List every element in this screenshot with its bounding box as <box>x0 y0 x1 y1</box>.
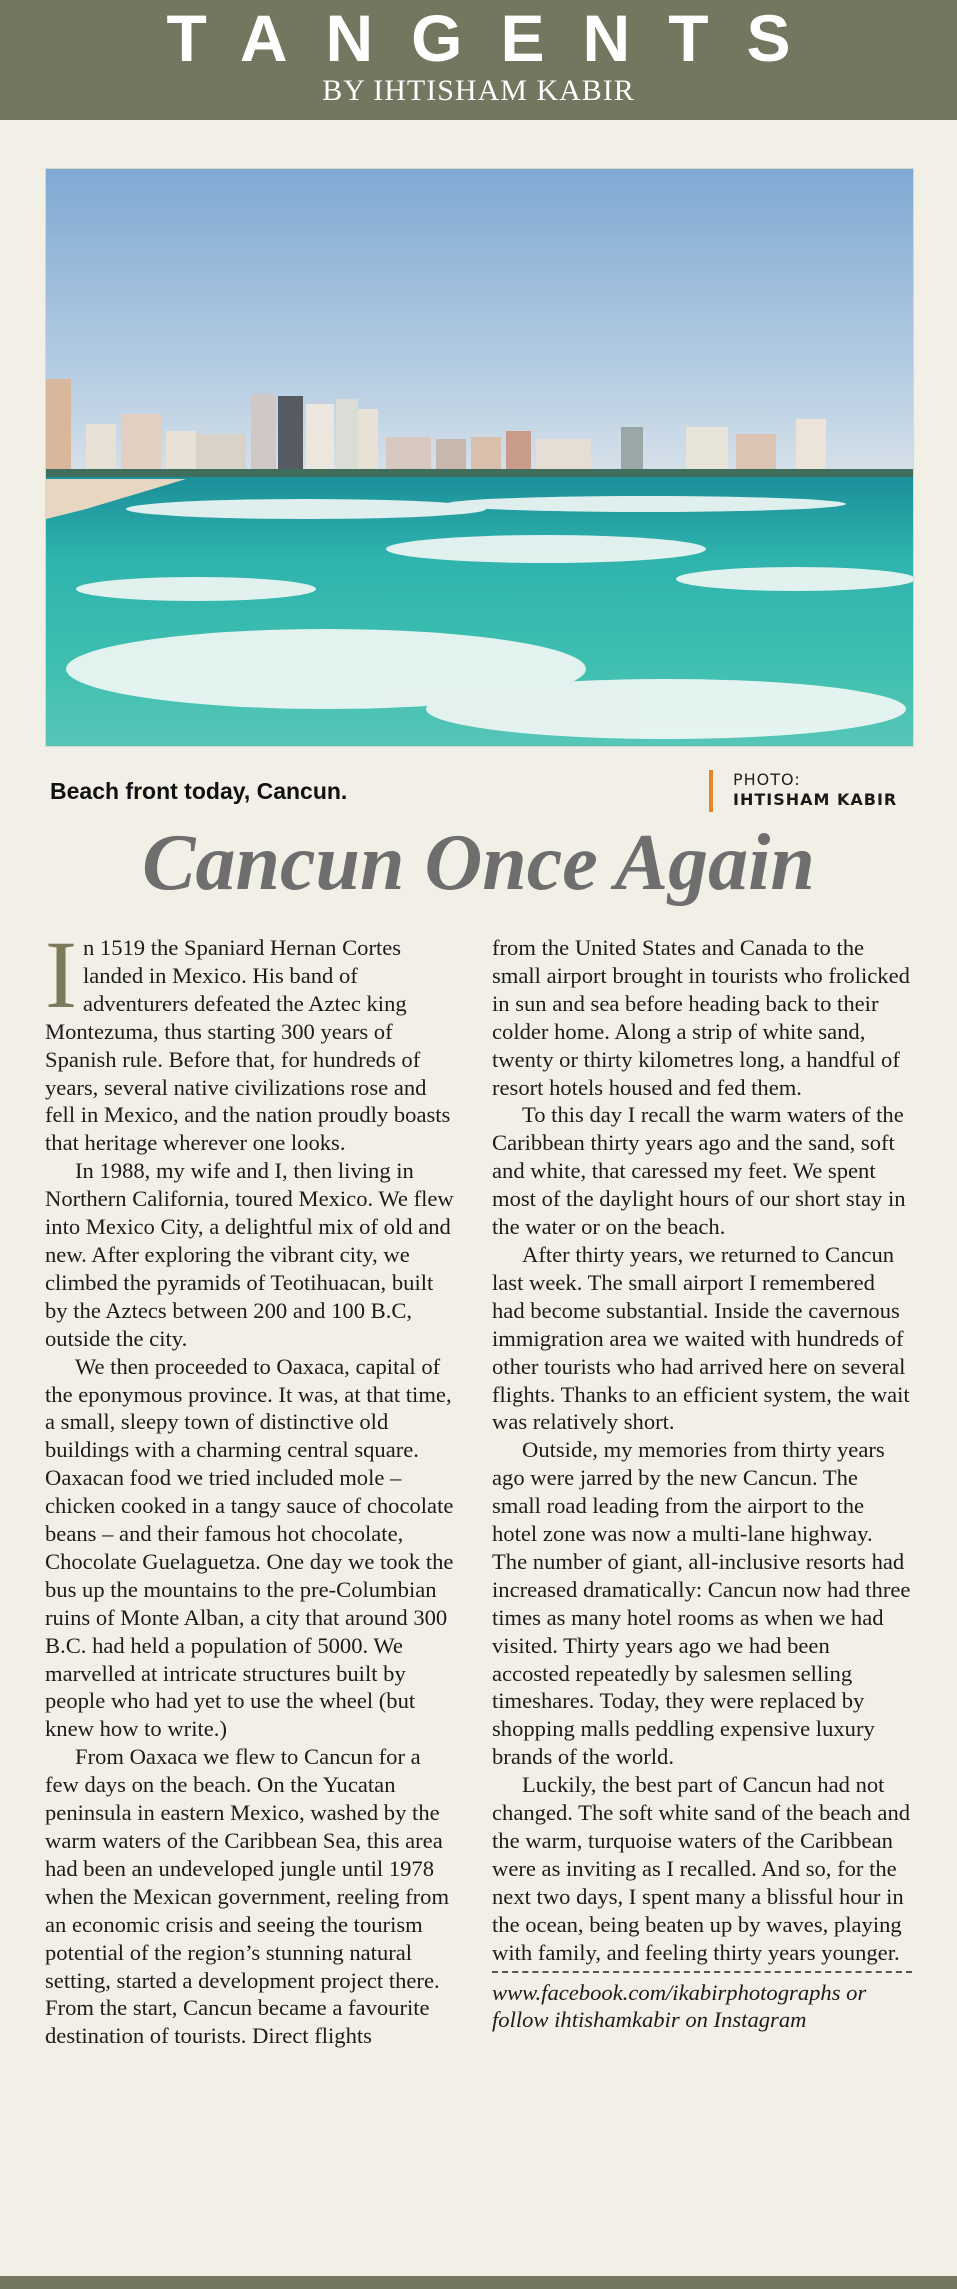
article-paragraph: In 1519 the Spaniard Hernan Cortes landed in Mexico. His band of adventurers defeated the Aztec king Montezuma, thus starting 300 years of Spanish rule. Before that, for hundreds of years, several native civilizations rose and fell in Mexico, and the nation proudly boasts that heritage wherever one looks. <box>45 921 451 1156</box>
byline: BY IHTISHAM KABIR <box>322 74 635 107</box>
photo-credit <box>709 770 897 812</box>
article-paragraph: We then proceeded to Oaxaca, capital of the eponymous province. It was, at that time, a small, sleepy town of distinctive old buildings with a charming central square. Oaxacan food we tried included mole – chicken cooked in a tangy sauce of chocolate beans – and their famous hot chocolate, Chocolate Guelaguetza. One day we took the bus up the mountains to the pre-Columbian ruins of Monte Alban, a city that around 300 B.C. had held a population of 5000. We marvelled at intricate structures built by people who had yet to use the wheel (but knew how to write.) <box>45 1353 454 1742</box>
article-headline: Cancun Once Again <box>142 819 815 907</box>
credit-name: IHTISHAM KABIR <box>733 790 898 809</box>
credit-label: PHOTO: <box>733 770 801 789</box>
photo-caption: Beach front today, Cancun. <box>50 778 348 804</box>
article-paragraph: To this day I recall the warm waters of the Caribbean thirty years ago and the sand, soft and white, that caressed my feet. We spent most of the daylight hours of our short stay in the water or on the beach. <box>492 1102 906 1240</box>
article-paragraph: Luckily, the best part of Cancun had not changed. The soft white sand of the beach and the warm, turquoise waters of the Caribbean were as inviting as I recalled. And so, for the next two days, I spent many a blissful hour in the ocean, being beaten up by waves, playing with family, and feeling thirty years younger. <box>492 1772 911 1965</box>
drop-cap: I <box>45 921 77 1028</box>
masthead <box>0 0 957 120</box>
article-column-right <box>492 934 912 2034</box>
social-links-note: www.facebook.com/ikabirphotographs or follow ihtishamkabir on Instagram <box>492 1979 867 2033</box>
article-paragraph: from the United States and Canada to the small airport brought in tourists who frolicked in sun and sea before heading back to their colder home. Along a strip of white sand, twenty or thirty kilometres long, a handful of resort hotels housed and fed them. <box>492 935 910 1100</box>
section-title: TANGENTS <box>166 1 829 75</box>
article-paragraph: From Oaxaca we flew to Cancun for a few days on the beach. On the Yucatan peninsula in eastern Mexico, washed by the warm waters of the Caribbean Sea, this area had been an undeveloped jungle until 1978 when the Mexican government, reeling from an economic crisis and seeing the tourism potential of the region’s stunning natural setting, started a development project there. From the start, Cancun became a favourite destination of tourists. Direct flights <box>45 1744 450 2049</box>
article-paragraph: After thirty years, we returned to Cancun last week. The small airport I remembered had become substantial. Inside the cavernous immigration area we waited with hundreds of other tourists who had arrived here on several flights. Thanks to an efficient system, the wait was relatively short. <box>492 1241 910 1435</box>
bottom-bar <box>0 2276 957 2289</box>
beach-photo <box>45 168 914 747</box>
article-paragraph: Outside, my memories from thirty years ago were jarred by the new Cancun. The small road leading from the airport to the hotel zone was now a multi-lane highway. The number of giant, all-inclusive resorts had increased dramatically: Cancun now had three times as many hotel rooms as when we had visited. Thirty years ago we had been accosted repeatedly by salesmen selling timeshares. Today, they were replaced by shopping malls peddling expensive luxury brands of the world. <box>492 1437 911 1770</box>
divider <box>492 1971 912 1973</box>
article-column-left <box>45 921 460 2050</box>
article-paragraph: In 1988, my wife and I, then living in Northern California, toured Mexico. We flew into Mexico City, a delightful mix of old and new. After exploring the vibrant city, we climbed the pyramids of Teotihuacan, built by the Aztecs between 200 and 100 B.C, outside the city. <box>45 1158 454 1351</box>
